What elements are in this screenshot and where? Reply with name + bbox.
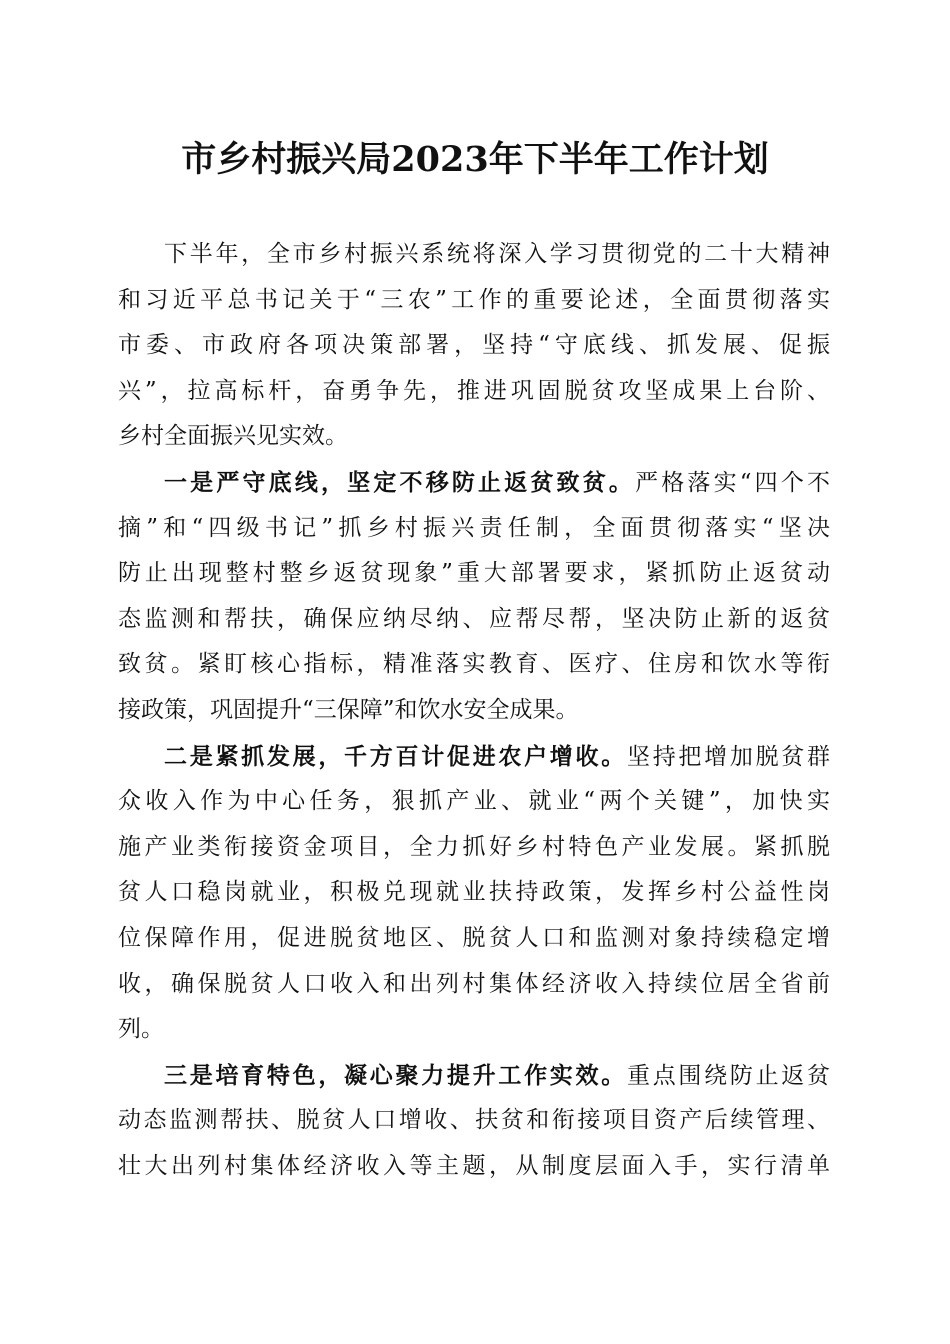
paragraph-2-line-1	[118, 460, 830, 506]
paragraph-3-line-3: 施产业类衔接资金项目，全力抓好乡村特色产业发展。紧抓脱	[118, 833, 830, 860]
paragraph-3-line-6: 收，确保脱贫人口收入和出列村集体经济收入持续位居全省前	[118, 970, 830, 997]
paragraph-2-line-6: 接政策，巩固提升“三保障”和饮水安全成果。	[118, 696, 579, 723]
paragraph-4-heading: 三是培育特色，凝心聚力提升工作实效。	[164, 1061, 627, 1089]
paragraph-1-line-2: 和习近平总书记关于“三农”工作的重要论述，全面贯彻落实	[118, 286, 830, 313]
paragraph-2-heading: 一是严守底线，坚定不移防止返贫致贫。	[164, 468, 636, 496]
paragraph-1-line-5: 乡村全面振兴见实效。	[118, 423, 348, 450]
paragraph-4-line-1	[118, 1053, 830, 1099]
paragraph-3-line-2: 众收入作为中心任务，狠抓产业、就业“两个关键”，加快实	[118, 788, 830, 815]
paragraph-1-line-3: 市委、市政府各项决策部署，坚持“守底线、抓发展、促振	[118, 332, 830, 359]
document-title: 市乡村振兴局2023年下半年工作计划	[181, 139, 769, 180]
paragraph-2-line-3: 防止出现整村整乡返贫现象”重大部署要求，紧抓防止返贫动	[118, 560, 830, 587]
paragraph-4-line-3: 壮大出列村集体经济收入等主题，从制度层面入手，实行清单	[118, 1152, 830, 1179]
paragraph-3-lead-text: 坚持把增加脱贫群	[626, 743, 830, 770]
paragraph-2-lead-text: 严格落实“四个不	[635, 469, 830, 496]
paragraph-4-lead-text: 重点围绕防止返贫	[626, 1062, 830, 1089]
paragraph-2-line-5: 致贫。紧盯核心指标，精准落实教育、医疗、住房和饮水等衔	[118, 651, 830, 678]
paragraph-4-line-2: 动态监测帮扶、脱贫人口增收、扶贫和衔接项目资产后续管理、	[118, 1107, 830, 1134]
paragraph-3-heading: 二是紧抓发展，千方百计促进农户增收。	[164, 742, 627, 770]
paragraph-3-line-1	[118, 734, 830, 780]
paragraph-2-line-4: 态监测和帮扶，确保应纳尽纳、应帮尽帮，坚决防止新的返贫	[118, 605, 830, 632]
paragraph-3-line-4: 贫人口稳岗就业，积极兑现就业扶持政策，发挥乡村公益性岗	[118, 879, 830, 906]
paragraph-3-line-5: 位保障作用，促进脱贫地区、脱贫人口和监测对象持续稳定增	[118, 924, 830, 951]
paragraph-3-line-7: 列。	[118, 1016, 164, 1043]
document-body	[118, 232, 830, 1189]
paragraph-1-line-1: 下半年，全市乡村振兴系统将深入学习贯彻党的二十大精神	[164, 241, 830, 267]
paragraph-2-line-2: 摘”和“四级书记”抓乡村振兴责任制，全面贯彻落实“坚决	[118, 514, 830, 541]
paragraph-1-line-4: 兴”，拉高标杆，奋勇争先，推进巩固脱贫攻坚成果上台阶、	[118, 377, 830, 404]
